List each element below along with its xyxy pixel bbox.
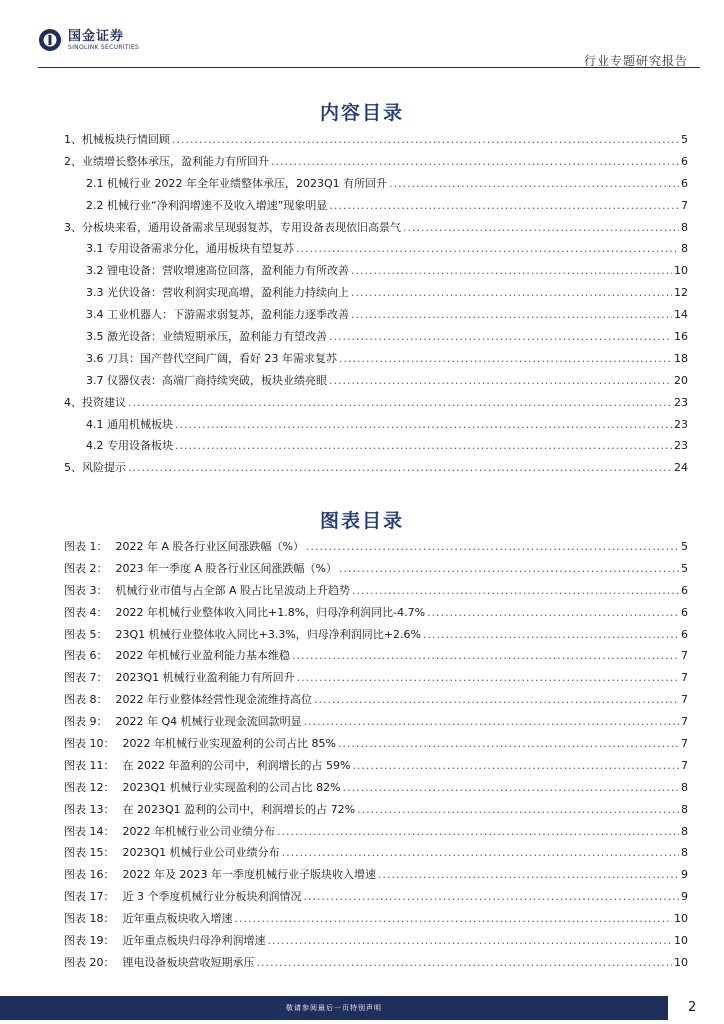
- figure-entry[interactable]: [64, 844, 688, 866]
- figure-entry-label: 图表 14：: [64, 824, 115, 838]
- toc-entry[interactable]: [64, 197, 688, 219]
- figure-entry-page: 6: [681, 627, 688, 641]
- dot-leader: [403, 221, 679, 234]
- dot-leader: [329, 199, 679, 212]
- dot-leader: [389, 177, 679, 190]
- figure-entry-label: 图表 2：: [64, 561, 108, 575]
- dot-leader: [351, 286, 672, 299]
- brand-name-cn: 国金证券: [68, 28, 125, 44]
- toc-entry[interactable]: [64, 416, 688, 438]
- dot-leader: [351, 264, 672, 277]
- toc-entry-page: 23: [674, 395, 688, 409]
- figure-entry-title: 在 2022 年盈利的公司中，利润增长的占 59%: [122, 758, 351, 772]
- figure-entry-title: 2022 年 Q4 机械行业现金流回款明显: [115, 715, 302, 729]
- figure-entry-title: 2022 年机械行业整体收入同比+1.8%，归母净利润同比-4.7%: [115, 605, 426, 619]
- figure-entry-title: 近年重点板块归母净利润增速: [122, 934, 266, 948]
- figure-entry-page: 8: [681, 824, 688, 838]
- toc-entry-title: 3.4 工业机器人：下游需求弱复苏，盈利能力逐季改善: [86, 308, 349, 322]
- toc-entry-title: 4、投资建议: [64, 395, 126, 409]
- figure-entry[interactable]: [64, 823, 688, 845]
- dot-leader: [175, 418, 672, 431]
- toc-entry[interactable]: [64, 284, 688, 306]
- figure-entry-page: 7: [681, 715, 688, 729]
- dot-leader: [277, 825, 679, 838]
- figure-entry-page: 10: [674, 955, 688, 969]
- figure-entry[interactable]: [64, 757, 688, 779]
- figure-entry[interactable]: [64, 713, 688, 735]
- figure-entry-page: 5: [681, 540, 688, 553]
- figure-entry[interactable]: [64, 888, 688, 910]
- figure-entry-title: 2023Q1 机械行业公司业绩分布: [122, 846, 280, 860]
- figure-entry-title: 2022 年及 2023 年一季度机械行业子版块收入增速: [122, 868, 376, 882]
- figures-list: [64, 538, 688, 976]
- figure-entry-label: 图表 1：: [64, 540, 108, 553]
- toc-entry-title: 1、机械板块行情回顾: [64, 133, 170, 146]
- figure-entry-title: 近 3 个季度机械行业分板块利润情况: [122, 890, 302, 904]
- figure-entry-title: 2022 年机械行业盈利能力基本维稳: [115, 649, 290, 663]
- toc-entry-title: 3.7 仪器仪表：高端厂商持续突破，板块业绩亮眼: [86, 373, 327, 387]
- figure-entry-title: 机械行业市值与占全部 A 股占比呈波动上升趋势: [115, 583, 351, 597]
- toc-entry[interactable]: [64, 437, 688, 459]
- dot-leader: [304, 715, 679, 728]
- figure-entry-label: 图表 17：: [64, 890, 115, 904]
- page-header: [0, 0, 724, 66]
- figure-entry[interactable]: [64, 779, 688, 801]
- toc-entry-title: 3.1 专用设备需求分化，通用板块有望复苏: [86, 242, 294, 256]
- toc-entry[interactable]: [64, 350, 688, 372]
- figure-entry-label: 图表 7：: [64, 671, 108, 685]
- figure-entry-page: 8: [681, 780, 688, 794]
- figure-entry-title: 锂电设备板块营收短期承压: [122, 955, 255, 969]
- brand-name-en: SINOLINK SECURITIES: [68, 43, 140, 51]
- toc-entry-title: 5、风险提示: [64, 461, 126, 475]
- page-footer: [0, 996, 724, 1024]
- toc-entry-page: 6: [681, 176, 688, 190]
- toc-entry-page: 10: [674, 264, 688, 278]
- toc-entry[interactable]: [64, 240, 688, 262]
- report-type-label: 行业专题研究报告: [583, 54, 688, 68]
- dot-leader: [306, 540, 679, 553]
- toc-entry-page: 16: [674, 330, 688, 344]
- toc-entry-page: 8: [681, 242, 688, 256]
- toc-entry[interactable]: [64, 394, 688, 416]
- figure-entry-page: 9: [681, 890, 688, 904]
- figure-entry-page: 10: [674, 934, 688, 948]
- figure-entry-page: 5: [681, 561, 688, 575]
- toc-entry-title: 2.2 机械行业“净利润增速不及收入增速”现象明显: [86, 198, 328, 212]
- figure-entry-label: 图表 8：: [64, 693, 108, 707]
- toc-entry-page: 18: [674, 351, 688, 365]
- dot-leader: [343, 781, 679, 794]
- toc-entry-page: 7: [681, 198, 688, 212]
- dot-leader: [271, 155, 679, 168]
- figure-entry-page: 8: [681, 802, 688, 816]
- figure-entry[interactable]: [64, 669, 688, 691]
- toc-entry-title: 3.3 光伏设备：营收利润实现高增，盈利能力持续向上: [86, 286, 349, 300]
- toc-entry-page: 23: [674, 417, 688, 431]
- figure-entry[interactable]: [64, 560, 688, 582]
- figure-entry-page: 6: [681, 583, 688, 597]
- toc-entry-title: 2、业绩增长整体承压，盈利能力有所回升: [64, 154, 269, 168]
- figure-entry-title: 2023Q1 机械行业盈利能力有所回升: [115, 671, 295, 685]
- figure-entry-page: 7: [681, 737, 688, 751]
- dot-leader: [329, 330, 672, 343]
- dot-leader: [378, 868, 679, 881]
- toc-entry-title: 3、分板块来看，通用设备需求呈现弱复苏，专用设备表现依旧高景气: [64, 220, 401, 234]
- toc-entry[interactable]: [64, 328, 688, 350]
- toc-entry-page: 8: [681, 220, 688, 234]
- figure-entry-page: 9: [681, 868, 688, 882]
- toc-entry-page: 20: [674, 373, 688, 387]
- dot-leader: [338, 737, 679, 750]
- page-number: 2: [688, 1000, 697, 1015]
- toc-entry-page: 6: [681, 154, 688, 168]
- dot-leader: [128, 461, 672, 474]
- figure-entry-title: 2022 年行业整体经营性现金流维持高位: [115, 693, 312, 707]
- figure-entry[interactable]: [64, 691, 688, 713]
- figures-title: 图表目录: [319, 510, 404, 532]
- dot-leader: [357, 803, 679, 816]
- figure-entry-page: 7: [681, 649, 688, 663]
- dot-leader: [352, 584, 679, 597]
- dot-leader: [329, 374, 672, 387]
- toc-entry[interactable]: [64, 372, 688, 394]
- dot-leader: [172, 133, 679, 146]
- figure-entry-label: 图表 16：: [64, 868, 115, 882]
- figure-entry-page: 6: [681, 605, 688, 619]
- figure-entry-label: 图表 20：: [64, 955, 115, 969]
- footer-disclaimer: 敬请参阅最后一页特别声明: [0, 996, 668, 1020]
- figure-entry-label: 图表 10：: [64, 737, 115, 751]
- dot-leader: [339, 562, 679, 575]
- figure-entry-label: 图表 3：: [64, 583, 108, 597]
- dot-leader: [296, 242, 679, 255]
- dot-leader: [304, 890, 680, 903]
- figure-entry-label: 图表 12：: [64, 780, 115, 794]
- toc-entry-page: 24: [674, 461, 688, 475]
- dot-leader: [427, 606, 679, 619]
- figure-entry-label: 图表 11：: [64, 758, 115, 772]
- figure-entry-title: 2022 年 A 股各行业区间涨跌幅（%）: [115, 540, 304, 553]
- figure-entry-page: 8: [681, 846, 688, 860]
- figure-entry[interactable]: [64, 582, 688, 604]
- contents-list: [64, 131, 688, 481]
- dot-leader: [352, 759, 679, 772]
- figure-entry-title: 在 2023Q1 盈利的公司中，利润增长的占 72%: [122, 802, 356, 816]
- dot-leader: [268, 934, 673, 947]
- toc-entry[interactable]: [64, 153, 688, 175]
- toc-entry-page: 12: [674, 286, 688, 300]
- toc-entry[interactable]: [64, 175, 688, 197]
- dot-leader: [314, 693, 679, 706]
- figure-entry-title: 23Q1 机械行业整体收入同比+3.3%，归母净利润同比+2.6%: [115, 627, 421, 641]
- figure-entry-label: 图表 6：: [64, 649, 108, 663]
- figure-entry[interactable]: [64, 866, 688, 888]
- toc-entry[interactable]: [64, 306, 688, 328]
- figure-entry[interactable]: [64, 647, 688, 669]
- figure-entry[interactable]: [64, 801, 688, 823]
- dot-leader: [235, 912, 673, 925]
- figure-entry[interactable]: [64, 954, 688, 976]
- figure-entry-title: 2022 年机械行业公司业绩分布: [122, 824, 275, 838]
- toc-entry-title: 3.2 锂电设备：营收增速高位回落，盈利能力有所改善: [86, 264, 349, 278]
- figure-entry-page: 7: [681, 671, 688, 685]
- toc-entry-title: 3.6 刀具：国产替代空间广阔，看好 23 年需求复苏: [86, 351, 337, 365]
- toc-entry[interactable]: [64, 219, 688, 241]
- header-divider: [38, 67, 700, 68]
- dot-leader: [292, 649, 679, 662]
- figure-entry[interactable]: [64, 626, 688, 648]
- dot-leader: [128, 396, 672, 409]
- dot-leader: [351, 308, 672, 321]
- figure-entry-label: 图表 18：: [64, 912, 115, 926]
- figure-entry[interactable]: [64, 604, 688, 626]
- toc-entry-title: 2.1 机械行业 2022 年全年业绩整体承压，2023Q1 有所回升: [86, 176, 388, 190]
- toc-entry-page: 23: [674, 439, 688, 453]
- figure-entry-label: 图表 13：: [64, 802, 115, 816]
- figure-entry-label: 图表 4：: [64, 605, 108, 619]
- figure-entry-title: 2022 年机械行业实现盈利的公司占比 85%: [122, 737, 336, 751]
- toc-entry-page: 5: [681, 133, 688, 146]
- brand-logo: [38, 26, 139, 54]
- toc-entry-title: 4.2 专用设备板块: [86, 439, 173, 453]
- dot-leader: [297, 671, 679, 684]
- figure-entry-page: 7: [681, 758, 688, 772]
- toc-entry-title: 3.5 激光设备：业绩短期承压，盈利能力有望改善: [86, 330, 327, 344]
- figure-entry[interactable]: [64, 910, 688, 932]
- figure-entry-label: 图表 9：: [64, 715, 108, 729]
- toc-title: 内容目录: [319, 102, 404, 124]
- figure-entry-page: 7: [681, 693, 688, 707]
- figure-entry[interactable]: [64, 735, 688, 757]
- toc-entry-page: 14: [674, 308, 688, 322]
- figure-entry-label: 图表 5：: [64, 627, 108, 641]
- figure-entry-title: 近年重点板块收入增速: [122, 912, 233, 926]
- dot-leader: [175, 439, 672, 452]
- toc-entry-title: 4.1 通用机械板块: [86, 417, 173, 431]
- figure-entry-title: 2023 年一季度 A 股各行业区间涨跌幅（%）: [115, 561, 337, 575]
- figure-entry[interactable]: [64, 932, 688, 954]
- dot-leader: [282, 846, 679, 859]
- dot-leader: [257, 956, 673, 969]
- toc-entry[interactable]: [64, 262, 688, 284]
- toc-entry[interactable]: [64, 459, 688, 481]
- dot-leader: [339, 352, 672, 365]
- sinolink-logo-icon: [38, 28, 62, 52]
- figure-entry-title: 2023Q1 机械行业实现盈利的公司占比 82%: [122, 780, 341, 794]
- figure-entry-page: 10: [674, 912, 688, 926]
- toc-entry[interactable]: [64, 131, 688, 153]
- figure-entry-label: 图表 15：: [64, 846, 115, 860]
- dot-leader: [423, 628, 679, 641]
- figure-entry-label: 图表 19：: [64, 934, 115, 948]
- figure-entry[interactable]: [64, 538, 688, 560]
